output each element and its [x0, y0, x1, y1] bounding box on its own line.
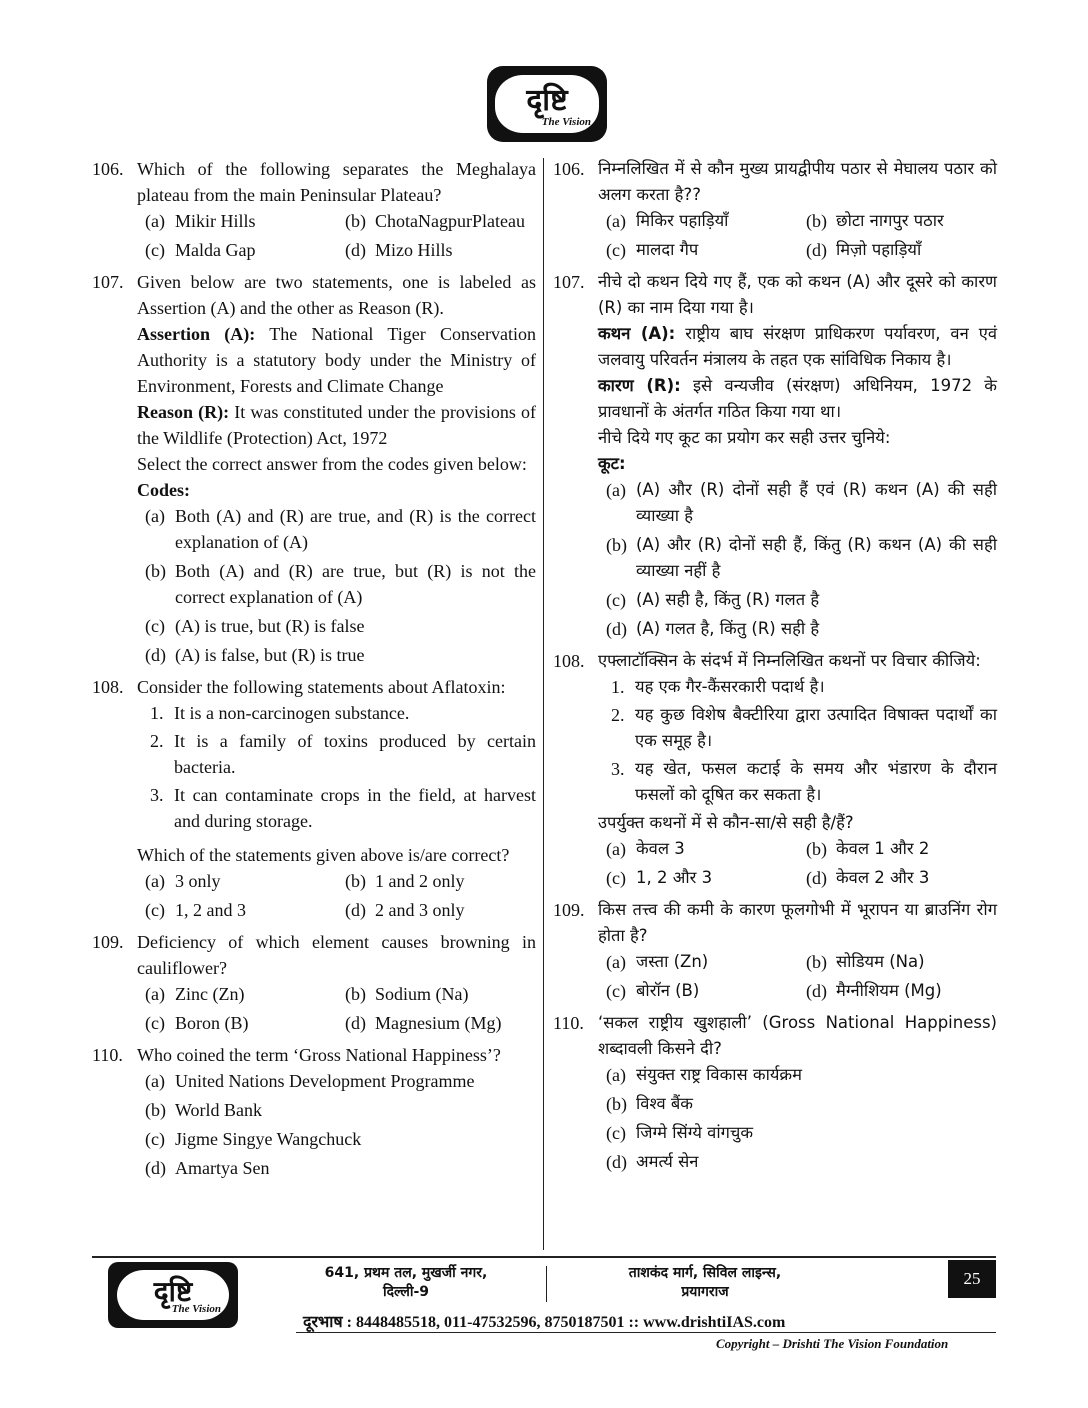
option-a	[606, 949, 806, 975]
statement-text: यह खेत, फसल कटाई के समय और भंडारण के दौरान फसलों को दूषित कर सकता है।	[635, 759, 997, 804]
option-text: 3 only	[175, 871, 221, 891]
option-a	[606, 836, 806, 862]
option-label: (b)	[145, 1100, 166, 1120]
statement-number: 2.	[611, 705, 625, 725]
address-line: दिल्ली-9	[382, 1284, 430, 1300]
option-text: Zinc (Zn)	[175, 984, 245, 1004]
option-label: (a)	[145, 1071, 165, 1091]
option-b	[145, 1097, 536, 1123]
option-a	[145, 1068, 536, 1094]
option-text: Both (A) and (R) are true, and (R) is the correct explanation of (A)	[175, 506, 536, 552]
option-label: (d)	[806, 981, 827, 1001]
option-c	[145, 237, 345, 263]
options-grid	[145, 868, 536, 923]
option-text: Amartya Sen	[175, 1158, 270, 1178]
statement-number: 3.	[150, 785, 164, 805]
option-label: (b)	[806, 952, 827, 972]
question-number: 110.	[92, 1045, 123, 1065]
statement-question: Which of the statements given above is/are correct?	[137, 845, 510, 865]
select-instruction: Select the correct answer from the codes given below:	[137, 454, 527, 474]
option-text: (A) सही है, किंतु (R) गलत है	[636, 590, 820, 609]
address-line: 641, प्रथम तल, मुखर्जी नगर,	[324, 1265, 488, 1281]
assertion-label: कथन (A):	[598, 324, 676, 343]
question-number: 109.	[92, 932, 124, 952]
option-text: Boron (B)	[175, 1013, 249, 1033]
options-list	[145, 1068, 536, 1181]
option-d	[806, 865, 997, 891]
option-label: (d)	[606, 1152, 627, 1172]
option-label: (a)	[606, 211, 626, 231]
option-label: (a)	[606, 952, 626, 972]
statement-text: यह कुछ विशेष बैक्टीरिया द्वारा उत्पादित विषाक्त पदार्थों का एक समूह है।	[635, 705, 997, 750]
option-label: (c)	[606, 590, 626, 610]
option-label: (d)	[145, 1158, 166, 1178]
question-text: Given below are two statements, one is labeled as Assertion (A) and the other as Reason (R).	[137, 272, 536, 318]
question-108-hi	[553, 648, 997, 891]
option-b	[806, 208, 997, 234]
option-text: Mizo Hills	[375, 240, 453, 260]
option-label: (c)	[606, 240, 626, 260]
address-delhi	[296, 1264, 516, 1302]
option-text: केवल 3	[636, 839, 685, 858]
options-grid	[606, 208, 997, 263]
option-label: (d)	[345, 240, 366, 260]
option-label: (a)	[145, 211, 165, 231]
option-text: मालदा गैप	[636, 240, 699, 259]
option-text: सोडियम (Na)	[836, 952, 925, 971]
statement-2	[611, 702, 997, 754]
option-label: (d)	[145, 645, 166, 665]
statement-number: 1.	[150, 703, 164, 723]
statement-text: यह एक गैर-कैंसरकारी पदार्थ है।	[635, 677, 825, 696]
option-text: 1, 2 और 3	[636, 868, 713, 887]
question-text: Consider the following statements about Aflatoxin:	[137, 677, 506, 697]
option-text: केवल 2 और 3	[836, 868, 930, 887]
option-label: (c)	[145, 240, 165, 260]
option-label: (b)	[345, 984, 366, 1004]
option-c	[145, 1126, 536, 1152]
option-d	[345, 1010, 536, 1036]
logo-word: दृष्टि	[153, 1275, 193, 1308]
option-a	[606, 1062, 997, 1088]
option-label: (a)	[145, 506, 165, 526]
option-label: (c)	[606, 868, 626, 888]
option-d	[606, 1149, 997, 1175]
statement-number: 1.	[611, 677, 625, 697]
address-divider	[546, 1266, 547, 1302]
address-line: ताशकंद मार्ग, सिविल लाइन्स,	[628, 1265, 782, 1281]
question-number: 106.	[92, 159, 124, 179]
options-grid	[145, 208, 536, 263]
option-a	[145, 208, 345, 234]
option-d	[345, 897, 536, 923]
option-a	[606, 208, 806, 234]
logo-tagline: The Vision	[541, 116, 591, 128]
option-d	[145, 642, 536, 668]
question-110-en	[92, 1042, 536, 1181]
option-a	[145, 503, 536, 555]
option-c	[606, 978, 806, 1004]
question-number: 109.	[553, 900, 585, 920]
question-109-hi	[553, 897, 997, 1004]
option-a	[145, 981, 345, 1007]
question-text: नीचे दो कथन दिये गए हैं, एक को कथन (A) और दूसरे को कारण (R) का नाम दिया गया है।	[598, 272, 997, 317]
option-b	[345, 981, 536, 1007]
option-label: (b)	[345, 871, 366, 891]
option-label: (c)	[606, 1123, 626, 1143]
question-107-en	[92, 269, 536, 668]
options-grid	[606, 836, 997, 891]
option-text: बोरॉन (B)	[636, 981, 700, 1000]
question-107-hi	[553, 269, 997, 642]
option-label: (d)	[606, 619, 627, 639]
statement-1	[611, 674, 997, 700]
option-label: (d)	[345, 1013, 366, 1033]
option-label: (b)	[606, 1094, 627, 1114]
option-text: जिग्मे सिंग्ये वांगचुक	[636, 1123, 754, 1142]
question-number: 108.	[92, 677, 124, 697]
question-text: Which of the following separates the Meghalaya plateau from the main Peninsular Plateau?	[137, 159, 536, 205]
option-text: अमर्त्य सेन	[636, 1152, 699, 1171]
question-text: Who coined the term ‘Gross National Happiness’?	[137, 1045, 501, 1065]
option-c	[145, 613, 536, 639]
option-label: (c)	[145, 1129, 165, 1149]
option-text: (A) गलत है, किंतु (R) सही है	[636, 619, 820, 638]
option-label: (d)	[345, 900, 366, 920]
option-text: मिज़ो पहाड़ियाँ	[836, 240, 922, 259]
question-106-en	[92, 156, 536, 263]
statement-2	[150, 728, 536, 780]
option-label: (a)	[606, 480, 626, 500]
option-d	[606, 616, 997, 642]
question-110-hi	[553, 1010, 997, 1175]
option-label: (a)	[145, 871, 165, 891]
reason-label: Reason (R):	[137, 402, 230, 422]
option-b	[806, 836, 997, 862]
statement-3	[611, 756, 997, 808]
assertion	[598, 321, 997, 373]
options-list	[606, 477, 997, 642]
options-list	[145, 503, 536, 668]
option-b	[606, 1091, 997, 1117]
question-text: किस तत्त्व की कमी के कारण फूलगोभी में भूरापन या ब्राउनिंग रोग होता है?	[598, 900, 997, 945]
statement-text: It is a non-carcinogen substance.	[174, 703, 410, 723]
option-label: (b)	[145, 561, 166, 581]
option-text: Magnesium (Mg)	[375, 1013, 502, 1033]
option-text: 1 and 2 only	[375, 871, 465, 891]
option-label: (c)	[145, 616, 165, 636]
option-b	[345, 208, 536, 234]
option-d	[806, 978, 997, 1004]
address-prayagraj	[560, 1264, 850, 1302]
question-108-en	[92, 674, 536, 923]
option-d	[806, 237, 997, 263]
page-number: 25	[948, 1260, 996, 1298]
footer-logo	[108, 1262, 238, 1328]
option-text: Malda Gap	[175, 240, 256, 260]
statement-text: It is a family of toxins produced by certain bacteria.	[174, 731, 536, 777]
option-text: 2 and 3 only	[375, 900, 465, 920]
option-c	[606, 865, 806, 891]
option-label: (b)	[345, 211, 366, 231]
logo-badge	[495, 75, 599, 133]
options-grid	[606, 949, 997, 1004]
option-c	[606, 1120, 997, 1146]
question-text: Deficiency of which element causes browning in cauliflower?	[137, 932, 536, 978]
option-c	[606, 237, 806, 263]
option-text: विश्व बैंक	[636, 1094, 693, 1113]
option-label: (b)	[806, 839, 827, 859]
assertion-text: राष्ट्रीय बाघ संरक्षण प्राधिकरण पर्यावरण, वन एवं जलवायु परिवर्तन मंत्रालय के तहत एक सांविधिक निकाय है।	[598, 324, 998, 369]
question-number: 110.	[553, 1013, 584, 1033]
option-c	[145, 1010, 345, 1036]
option-text: (A) और (R) दोनों सही हैं एवं (R) कथन (A) की सही व्याख्या है	[636, 480, 997, 525]
option-text: Sodium (Na)	[375, 984, 469, 1004]
statements-list	[150, 700, 536, 834]
address-line: प्रयागराज	[681, 1284, 729, 1300]
reason	[598, 373, 997, 425]
question-number: 107.	[553, 272, 585, 292]
option-text: (A) is false, but (R) is true	[175, 645, 365, 665]
option-text: Both (A) and (R) are true, but (R) is not the correct explanation of (A)	[175, 561, 536, 607]
option-text: Jigme Singye Wangchuck	[175, 1129, 362, 1149]
header-logo	[487, 66, 607, 142]
question-106-hi	[553, 156, 997, 263]
option-text: United Nations Development Programme	[175, 1071, 475, 1091]
option-text: केवल 1 और 2	[836, 839, 930, 858]
footer-bottom-rule	[296, 1332, 996, 1333]
option-c	[606, 587, 997, 613]
column-divider	[543, 158, 544, 1250]
footer-rule	[92, 1256, 996, 1258]
assertion-label: Assertion (A):	[137, 324, 256, 344]
option-label: (c)	[145, 1013, 165, 1033]
option-text: मैग्नीशियम (Mg)	[836, 981, 942, 1000]
option-b	[806, 949, 997, 975]
logo-tagline: The Vision	[171, 1303, 221, 1315]
reason	[137, 399, 536, 451]
question-text: एफ्लाटॉक्सिन के संदर्भ में निम्नलिखित कथनों पर विचार कीजिये:	[598, 651, 981, 670]
codes-label: कूट:	[598, 454, 626, 473]
option-b	[345, 868, 536, 894]
assertion	[137, 321, 536, 399]
copyright-notice: Copyright – Drishti The Vision Foundation	[716, 1336, 949, 1351]
question-number: 108.	[553, 651, 585, 671]
option-label: (a)	[606, 839, 626, 859]
question-number: 107.	[92, 272, 124, 292]
option-text: 1, 2 and 3	[175, 900, 246, 920]
question-109-en	[92, 929, 536, 1036]
option-label: (a)	[145, 984, 165, 1004]
option-a	[145, 868, 345, 894]
option-d	[345, 237, 536, 263]
statement-text: It can contaminate crops in the field, at harvest and during storage.	[174, 785, 536, 831]
option-text: मिकिर पहाड़ियाँ	[636, 211, 729, 230]
option-text: World Bank	[175, 1100, 263, 1120]
question-text: ‘सकल राष्ट्रीय खुशहाली’ (Gross National Happiness) शब्दावली किसने दी?	[598, 1013, 997, 1058]
english-column	[92, 156, 536, 1187]
logo-badge	[117, 1270, 229, 1320]
option-text: ChotaNagpurPlateau	[375, 211, 525, 231]
option-text: संयुक्त राष्ट्र विकास कार्यक्रम	[636, 1065, 802, 1084]
option-d	[145, 1155, 536, 1181]
options-list	[606, 1062, 997, 1175]
statements-list	[611, 674, 997, 808]
option-label: (a)	[606, 1065, 626, 1085]
logo-word: दृष्टि	[526, 83, 568, 118]
codes-label: Codes:	[137, 480, 190, 500]
reason-text: इसे वन्यजीव (संरक्षण) अधिनियम, 1972 के प्रावधानों के अंतर्गत गठित किया गया था।	[598, 376, 997, 421]
option-label: (c)	[145, 900, 165, 920]
options-grid	[145, 981, 536, 1036]
option-label: (d)	[806, 868, 827, 888]
select-instruction: नीचे दिये गए कूट का प्रयोग कर सही उत्तर चुनिये:	[598, 428, 891, 447]
option-b	[606, 532, 997, 584]
option-label: (d)	[806, 240, 827, 260]
option-c	[145, 897, 345, 923]
reason-label: कारण (R):	[598, 376, 681, 395]
option-label: (b)	[806, 211, 827, 231]
option-text: जस्ता (Zn)	[636, 952, 709, 971]
option-label: (c)	[606, 981, 626, 1001]
option-text: Mikir Hills	[175, 211, 256, 231]
option-text: (A) is true, but (R) is false	[175, 616, 365, 636]
question-number: 106.	[553, 159, 585, 179]
option-label: (b)	[606, 535, 627, 555]
option-text: (A) और (R) दोनों सही हैं, किंतु (R) कथन (A) की सही व्याख्या नहीं है	[636, 535, 997, 580]
option-b	[145, 558, 536, 610]
assertion-text: The National Tiger Conservation Authority is a statutory body under the Ministry of Environment, Forests and Climate Change	[137, 324, 536, 396]
hindi-column	[553, 156, 997, 1181]
question-text: निम्नलिखित में से कौन मुख्य प्रायद्वीपीय पठार से मेघालय पठार को अलग करता है??	[598, 159, 997, 204]
reason-text: It was constituted under the provisions of the Wildlife (Protection) Act, 1972	[137, 402, 536, 448]
option-text: छोटा नागपुर पठार	[836, 211, 944, 230]
option-a	[606, 477, 997, 529]
statement-question: उपर्युक्त कथनों में से कौन-सा/से सही है/हैं?	[598, 813, 854, 832]
statement-1	[150, 700, 536, 726]
statement-3	[150, 782, 536, 834]
statement-number: 3.	[611, 759, 625, 779]
statement-number: 2.	[150, 731, 164, 751]
contact-info: दूरभाष : 8448485518, 011-47532596, 8750187501 :: www.drishtiIAS.com	[303, 1314, 786, 1331]
